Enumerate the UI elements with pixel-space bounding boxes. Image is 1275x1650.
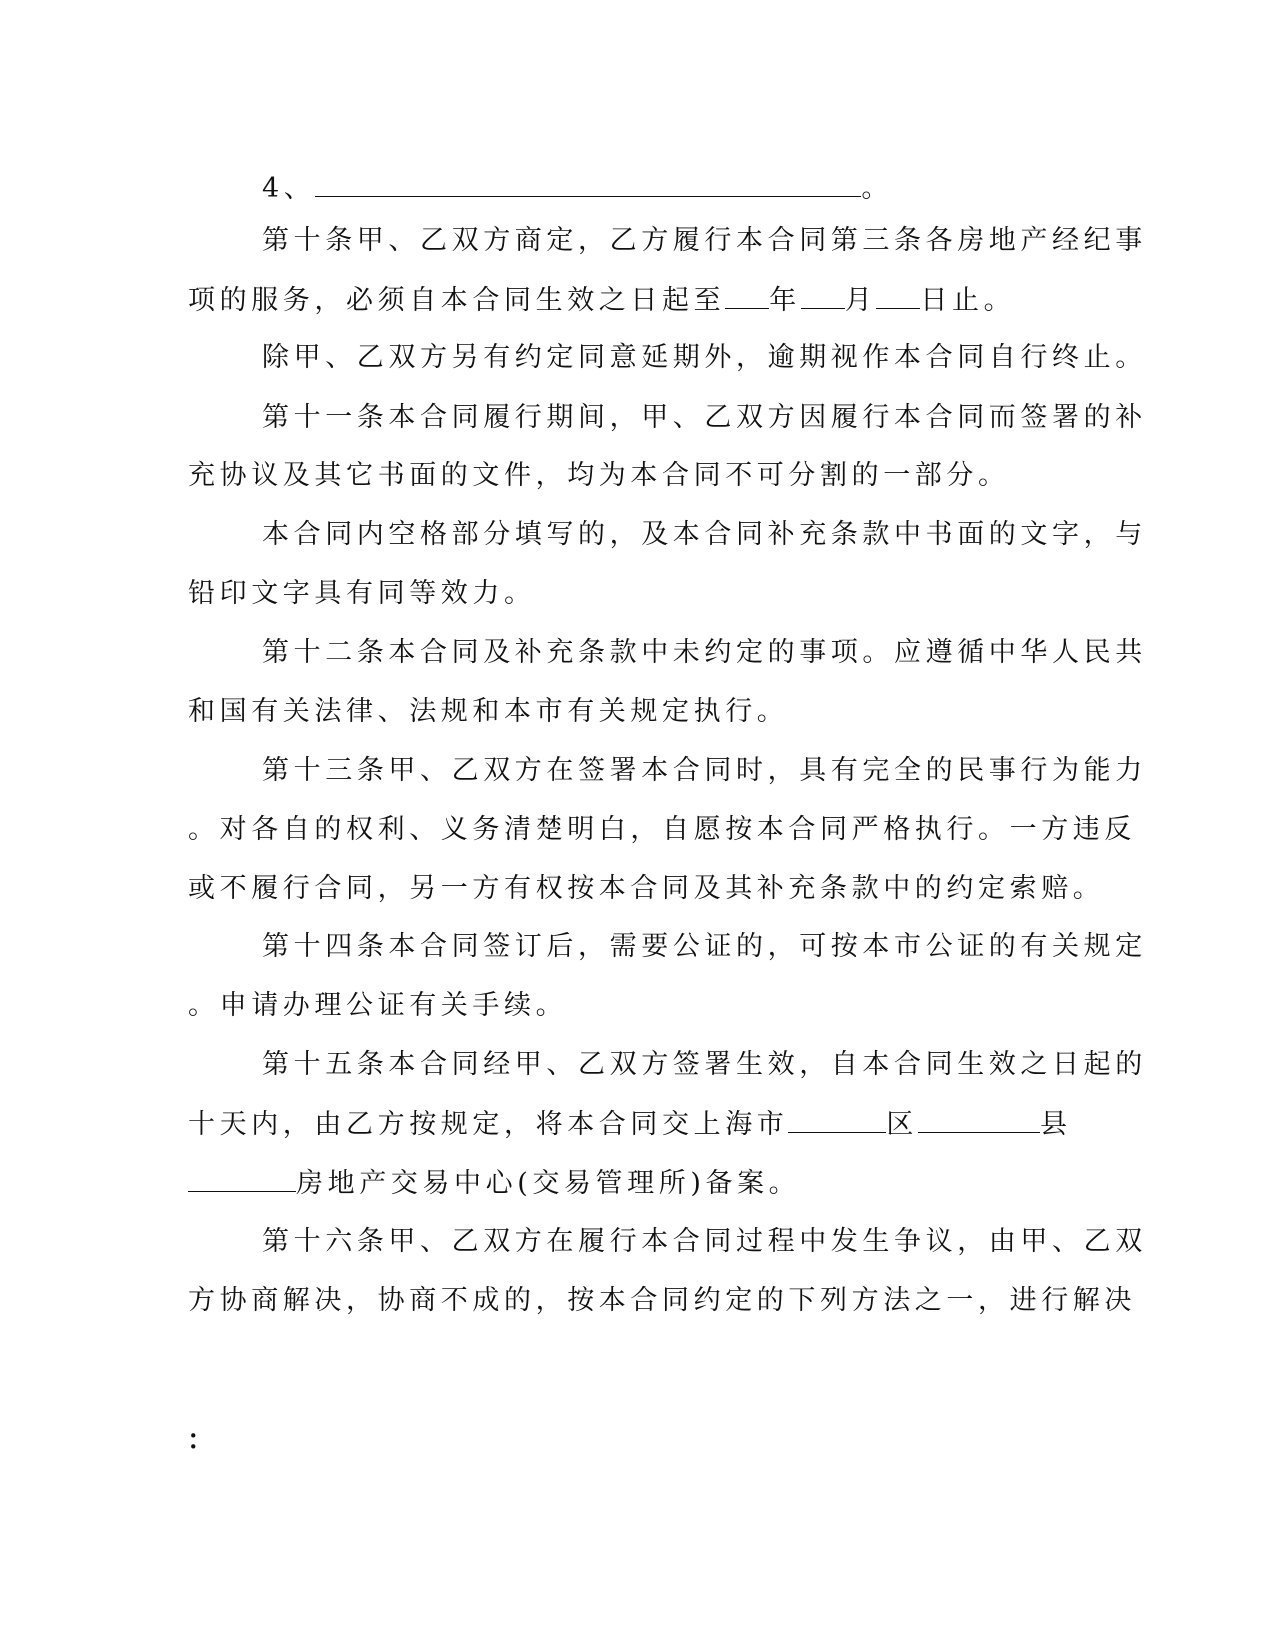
month-label: 月: [844, 285, 877, 316]
article-15-line-1: 第十五条本合同经甲、乙双方签署生效，自本合同生效之日起的: [262, 1049, 1147, 1080]
article-16-line-1: 第十六条甲、乙双方在履行本合同过程中发生争议，由甲、乙双: [262, 1226, 1147, 1257]
exchange-center-blank[interactable]: [188, 1169, 296, 1192]
day-label: 日止。: [920, 285, 1016, 316]
article-10-line-2: [188, 286, 1015, 314]
district-blank[interactable]: [788, 1110, 886, 1133]
article-11-line-2: 充协议及其它书面的文件，均为本合同不可分割的一部分。: [188, 460, 1010, 491]
year-blank[interactable]: [725, 286, 769, 309]
article-15-line-3: [188, 1169, 800, 1197]
article-11-line-3: 本合同内空格部分填写的，及本合同补充条款中书面的文字，与: [262, 519, 1147, 550]
county-label: 县: [1040, 1109, 1072, 1140]
article-10-line-3: 除甲、乙双方另有约定同意延期外，逾期视作本合同自行终止。: [262, 342, 1147, 373]
article-15-text-end: 房地产交易中心(交易管理所)备案。: [296, 1168, 801, 1199]
district-label: 区: [886, 1109, 919, 1140]
item-4-line: [262, 174, 893, 202]
article-14-line-1: 第十四条本合同签订后，需要公证的，可按本市公证的有关规定: [262, 931, 1147, 962]
item-number: 4、: [262, 173, 316, 204]
line-end: 。: [861, 173, 893, 204]
article-12-line-1: 第十二条本合同及补充条款中未约定的事项。应遵循中华人民共: [262, 637, 1147, 668]
county-blank[interactable]: [918, 1110, 1040, 1133]
article-13-line-1: 第十三条甲、乙双方在签署本合同时，具有完全的民事行为能力: [262, 755, 1147, 786]
article-16-colon: ：: [187, 1425, 214, 1456]
fill-blank[interactable]: [315, 174, 861, 197]
article-13-line-3: 或不履行合同，另一方有权按本合同及其补充条款中的约定索赔。: [188, 873, 1105, 904]
article-13-line-2: 。对各自的权利、义务清楚明白，自愿按本合同严格执行。一方违反: [188, 814, 1136, 845]
day-blank[interactable]: [876, 286, 920, 309]
article-15-text: 十天内，由乙方按规定，将本合同交上海市: [188, 1109, 789, 1140]
article-11-line-4: 铅印文字具有同等效力。: [188, 578, 536, 609]
year-label: 年: [769, 285, 801, 316]
article-10-line-1: 第十条甲、乙双方商定，乙方履行本合同第三条各房地产经纪事: [262, 225, 1147, 256]
article-16-line-2: 方协商解决，协商不成的，按本合同约定的下列方法之一，进行解决: [188, 1285, 1136, 1316]
article-10-text: 项的服务，必须自本合同生效之日起至: [188, 285, 726, 316]
article-11-line-1: 第十一条本合同履行期间，甲、乙双方因履行本合同而签署的补: [262, 402, 1147, 433]
month-blank[interactable]: [801, 286, 845, 309]
article-14-line-2: 。申请办理公证有关手续。: [188, 990, 568, 1021]
article-15-line-2: [188, 1110, 1072, 1138]
article-12-line-2: 和国有关法律、法规和本市有关规定执行。: [188, 696, 789, 727]
